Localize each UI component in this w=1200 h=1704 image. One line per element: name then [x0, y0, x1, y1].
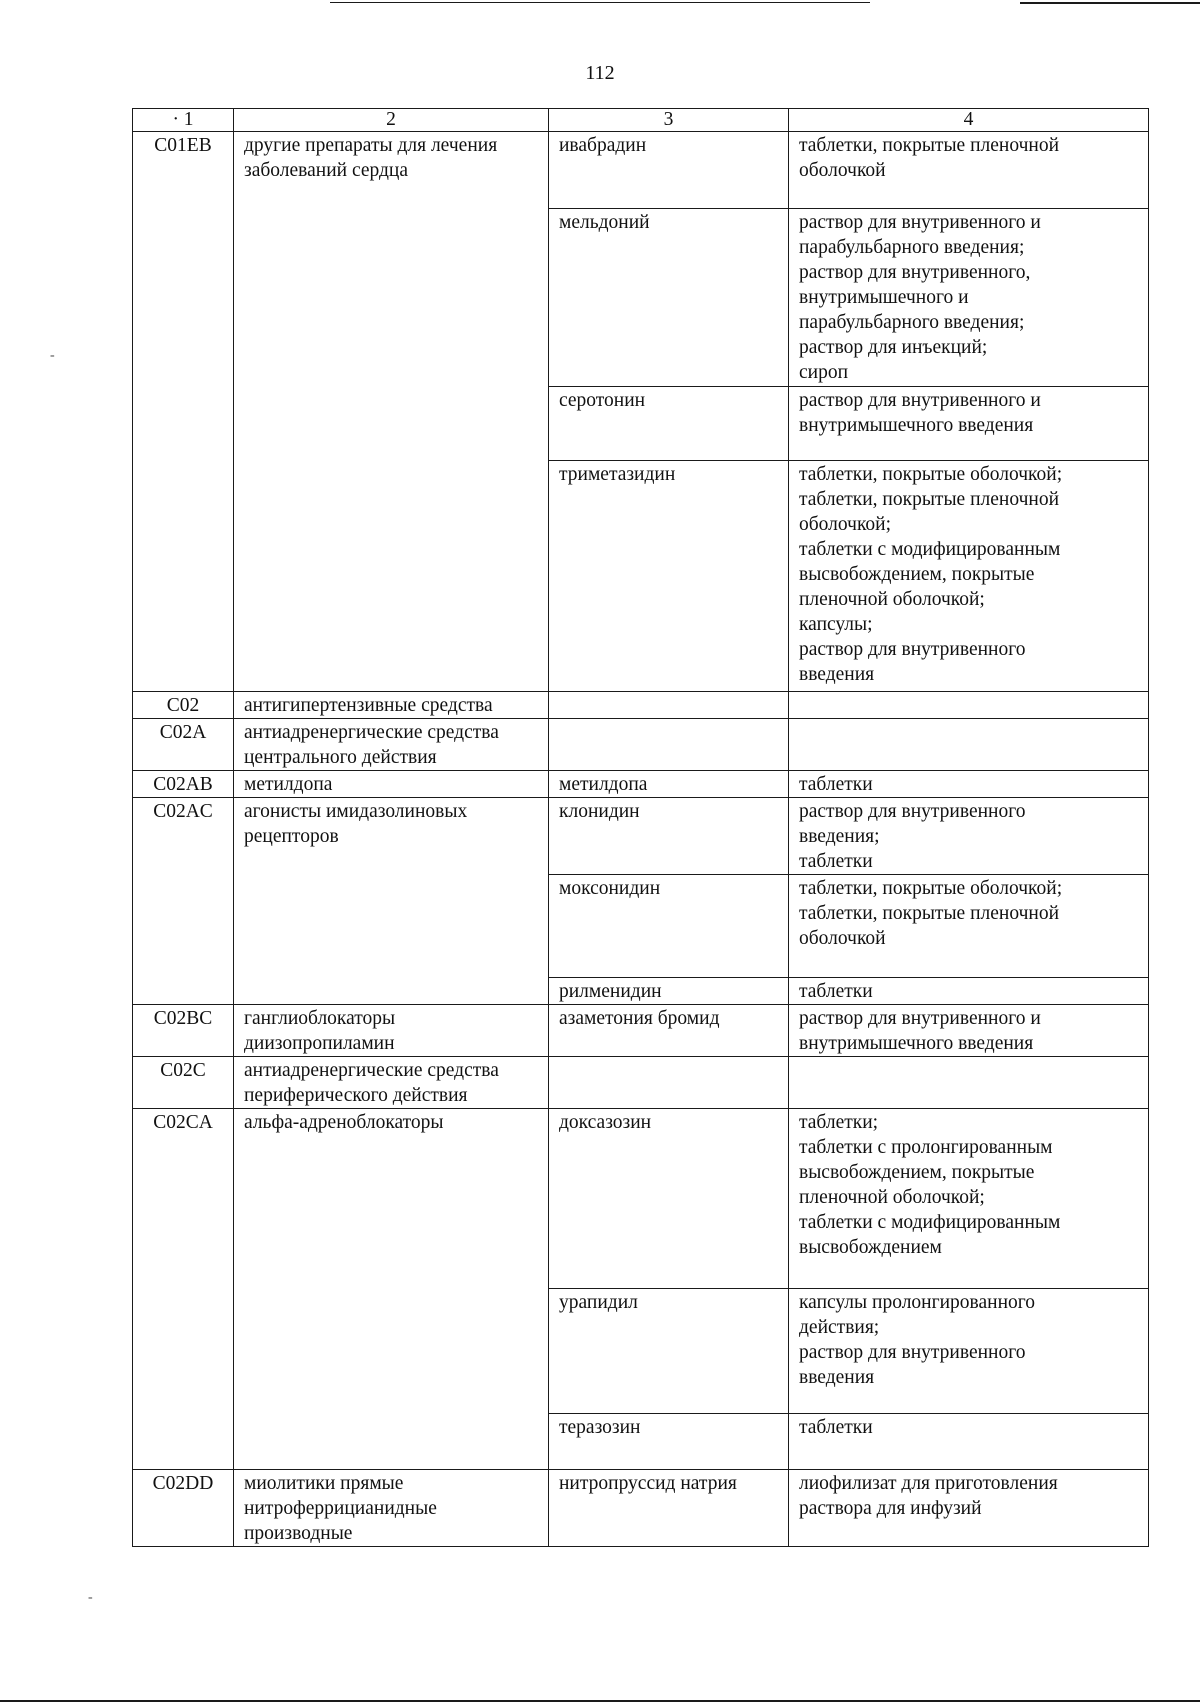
dosage-form-cell [789, 719, 1149, 771]
table-row [133, 1005, 1149, 1057]
group-name-cell [234, 1109, 549, 1470]
drug-name-cell: моксонидин [549, 875, 789, 978]
group-name-cell [234, 1470, 549, 1547]
text-line: таблетки, покрытые оболочкой; [799, 878, 1063, 899]
drug-name-cell: нитропруссид натрия [549, 1470, 789, 1547]
dosage-form-cell [789, 798, 1149, 875]
group-name-cell [234, 692, 549, 719]
text-line: высвобождением, покрытые [799, 1162, 1035, 1183]
table-row [133, 1470, 1149, 1547]
margin-mark: - [50, 348, 55, 363]
text-line: таблетки [799, 981, 873, 1002]
margin-mark: - [88, 1590, 93, 1605]
top-scan-rule [330, 2, 870, 3]
text-line: введения; [799, 826, 880, 847]
drug-name-cell: рилменидин [549, 978, 789, 1005]
dosage-form-cell [789, 692, 1149, 719]
drug-name-cell [549, 692, 789, 719]
text-line: пленочной оболочкой; [799, 1187, 985, 1208]
column-header-2: 2 [234, 109, 549, 132]
text-line: миолитики прямые [244, 1473, 404, 1494]
drug-name-cell: клонидин [549, 798, 789, 875]
text-line: другие препараты для лечения [244, 135, 498, 156]
dosage-form-cell [789, 1289, 1149, 1414]
text-line: антиадренергические средства [244, 1060, 499, 1081]
text-line: таблетки; [799, 1112, 879, 1133]
text-line: таблетки [799, 851, 873, 872]
medication-table [132, 108, 1149, 1547]
table-row [133, 692, 1149, 719]
text-line: сироп [799, 362, 849, 383]
text-line: раствор для внутривенного и [799, 1008, 1041, 1029]
atc-code-cell: C02BC [133, 1005, 234, 1057]
drug-name-cell: доксазозин [549, 1109, 789, 1289]
text-line: нитроферрицианидные [244, 1498, 437, 1519]
text-line: заболеваний сердца [244, 160, 408, 181]
text-line: раствор для внутривенного и [799, 212, 1041, 233]
text-line: периферического действия [244, 1085, 468, 1106]
table-row [133, 132, 1149, 209]
text-line: введения [799, 664, 875, 685]
dosage-form-cell [789, 1470, 1149, 1547]
table-row [133, 719, 1149, 771]
text-line: парабульбарного введения; [799, 312, 1025, 333]
atc-code-cell: C02DD [133, 1470, 234, 1547]
group-name-cell [234, 719, 549, 771]
text-line: раствор для инъекций; [799, 337, 988, 358]
dosage-form-cell [789, 875, 1149, 978]
text-line: диизопропиламин [244, 1033, 395, 1054]
dosage-form-cell [789, 461, 1149, 692]
text-line: оболочкой [799, 160, 886, 181]
text-line: рецепторов [244, 826, 339, 847]
column-header-3: 3 [549, 109, 789, 132]
text-line: пленочной оболочкой; [799, 589, 985, 610]
text-line: внутримышечного введения [799, 1033, 1034, 1054]
text-line: таблетки с модифицированным [799, 1212, 1061, 1233]
text-line: таблетки, покрытые оболочкой; [799, 464, 1063, 485]
dosage-form-cell [789, 1057, 1149, 1109]
text-line: альфа-адреноблокаторы [244, 1112, 444, 1133]
atc-code-cell: C02CA [133, 1109, 234, 1470]
atc-code-cell: C01EB [133, 132, 234, 692]
table-row [133, 771, 1149, 798]
drug-name-cell: метилдопа [549, 771, 789, 798]
group-name-cell [234, 1057, 549, 1109]
top-scan-rule-right [1020, 2, 1200, 4]
text-line: раствор для внутривенного [799, 1342, 1026, 1363]
drug-name-cell: серотонин [549, 387, 789, 461]
text-line: раствор для внутривенного и [799, 390, 1041, 411]
page-number: 112 [585, 62, 615, 84]
drug-name-cell: ивабрадин [549, 132, 789, 209]
text-line: лиофилизат для приготовления [799, 1473, 1058, 1494]
text-line: метилдопа [244, 774, 333, 795]
text-line: раствор для внутривенного [799, 639, 1026, 660]
text-line: антиадренергические средства [244, 722, 499, 743]
text-line: антигипертензивные средства [244, 695, 493, 716]
dosage-form-cell [789, 132, 1149, 209]
table-header-row [133, 109, 1149, 132]
group-name-cell [234, 771, 549, 798]
text-line: таблетки, покрытые пленочной [799, 135, 1060, 156]
atc-code-cell: C02C [133, 1057, 234, 1109]
dosage-form-cell [789, 771, 1149, 798]
column-header-1: · 1 [133, 109, 234, 132]
table-row [133, 1109, 1149, 1289]
table-row [133, 1057, 1149, 1109]
atc-code-cell: C02AB [133, 771, 234, 798]
atc-code-cell: C02AC [133, 798, 234, 1005]
text-line: таблетки с модифицированным [799, 539, 1061, 560]
text-line: оболочкой; [799, 514, 892, 535]
text-line: агонисты имидазолиновых [244, 801, 468, 822]
text-line: раствор для внутривенного [799, 801, 1026, 822]
drug-name-cell: азаметония бромид [549, 1005, 789, 1057]
dosage-form-cell [789, 1109, 1149, 1289]
drug-name-cell: мельдоний [549, 209, 789, 387]
bottom-scan-rule [0, 1700, 1200, 1702]
drug-name-cell: урапидил [549, 1289, 789, 1414]
dosage-form-cell [789, 209, 1149, 387]
text-line: парабульбарного введения; [799, 237, 1025, 258]
text-line: центрального действия [244, 747, 437, 768]
text-line: таблетки [799, 1417, 873, 1438]
text-line: таблетки с пролонгированным [799, 1137, 1053, 1158]
drug-name-cell [549, 719, 789, 771]
text-line: внутримышечного и [799, 287, 969, 308]
table-row [133, 798, 1149, 875]
group-name-cell [234, 1005, 549, 1057]
text-line: таблетки [799, 774, 873, 795]
text-line: капсулы; [799, 614, 873, 635]
dosage-form-cell [789, 978, 1149, 1005]
text-line: производные [244, 1523, 353, 1544]
drug-name-cell: триметазидин [549, 461, 789, 692]
text-line: таблетки, покрытые пленочной [799, 903, 1060, 924]
text-line: таблетки, покрытые пленочной [799, 489, 1060, 510]
text-line: раствора для инфузий [799, 1498, 982, 1519]
text-line: капсулы пролонгированного [799, 1292, 1036, 1313]
group-name-cell [234, 132, 549, 692]
text-line: высвобождением [799, 1237, 942, 1258]
text-line: введения [799, 1367, 875, 1388]
drug-name-cell [549, 1057, 789, 1109]
text-line: раствор для внутривенного, [799, 262, 1031, 283]
text-line: высвобождением, покрытые [799, 564, 1035, 585]
column-header-4: 4 [789, 109, 1149, 132]
atc-code-cell: C02 [133, 692, 234, 719]
dosage-form-cell [789, 1414, 1149, 1470]
text-line: ганглиоблокаторы [244, 1008, 396, 1029]
dosage-form-cell [789, 387, 1149, 461]
group-name-cell [234, 798, 549, 1005]
text-line: оболочкой [799, 928, 886, 949]
text-line: внутримышечного введения [799, 415, 1034, 436]
atc-code-cell: C02A [133, 719, 234, 771]
text-line: действия; [799, 1317, 880, 1338]
drug-name-cell: теразозин [549, 1414, 789, 1470]
dosage-form-cell [789, 1005, 1149, 1057]
